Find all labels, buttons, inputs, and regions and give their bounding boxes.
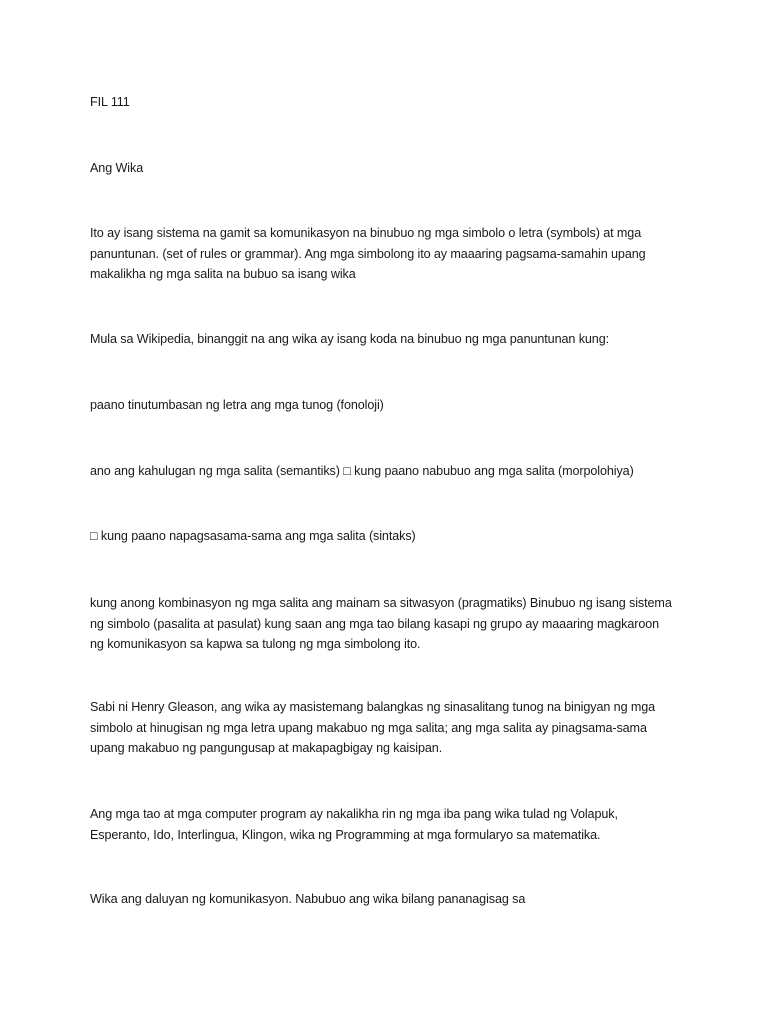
paragraph-gleason xyxy=(90,697,690,759)
paragraph-line: makalikha ng mga salita na bubuo sa isang wika xyxy=(90,267,356,281)
paragraph-line: □ kung paano napagsasama-sama ang mga salita (sintaks) xyxy=(90,529,416,543)
paragraph-line: panuntunan. (set of rules or grammar). Ang mga simbolong ito ay maaaring pagsama-samahin upang xyxy=(90,246,646,261)
paragraph-wikipedia xyxy=(90,329,690,350)
paragraph-computer xyxy=(90,804,690,845)
paragraph-sintaks xyxy=(90,526,690,547)
paragraph-line: paano tinutumbasan ng letra ang mga tunog (fonoloji) xyxy=(90,398,384,412)
paragraph-line: ng komunikasyon sa kapwa sa tulong ng mga simbolong ito. xyxy=(90,637,421,651)
paragraph-line: Sabi ni Henry Gleason, ang wika ay masistemang balangkas ng sinasalitang tunog na binigyan ng mga xyxy=(90,700,656,714)
course-code: FIL 111 xyxy=(90,95,130,109)
paragraph-line: ano ang kahulugan ng mga salita (semantiks) □ kung paano nabubuo ang mga salita (morpolohiya) xyxy=(90,464,634,478)
paragraph-pragmatiks xyxy=(90,593,690,655)
paragraph-line: simbolo at hinugisan ng mga letra upang makabuo ng mga salita; ang mga salita ay pinagsama-sama xyxy=(90,720,647,735)
paragraph-line: kung anong kombinasyon ng mga salita ang mainam sa sitwasyon (pragmatiks) Binubuo ng isang sistema xyxy=(90,596,672,610)
paragraph-line: Ang mga tao at mga computer program ay nakalikha rin ng mga iba pang wika tulad ng Volapuk, xyxy=(90,807,618,821)
paragraph-line: upang makabuo ng pangungusap at makapagbigay ng kaisipan. xyxy=(90,741,443,755)
paragraph-line: Esperanto, Ido, Interlingua, Klingon, wika ng Programming at mga formularyo sa matematika. xyxy=(90,827,601,842)
paragraph-fonoloji xyxy=(90,395,690,416)
document-heading: Ang Wika xyxy=(90,161,144,175)
paragraph-daluyan xyxy=(90,889,690,910)
paragraph-line: Wika ang daluyan ng komunikasyon. Nabubuo ang wika bilang pananagisag sa xyxy=(90,892,526,906)
paragraph-intro xyxy=(90,223,690,285)
paragraph-line: ng simbolo (pasalita at pasulat) kung saan ang mga tao bilang kasapi ng grupo ay maaaring magkaroon xyxy=(90,616,660,631)
paragraph-semantiks xyxy=(90,461,690,482)
paragraph-line: Ito ay isang sistema na gamit sa komunikasyon na binubuo ng mga simbolo o letra (symbols) at mga xyxy=(90,226,642,240)
paragraph-line: Mula sa Wikipedia, binanggit na ang wika ay isang koda na binubuo ng mga panuntunan kung: xyxy=(90,332,610,346)
